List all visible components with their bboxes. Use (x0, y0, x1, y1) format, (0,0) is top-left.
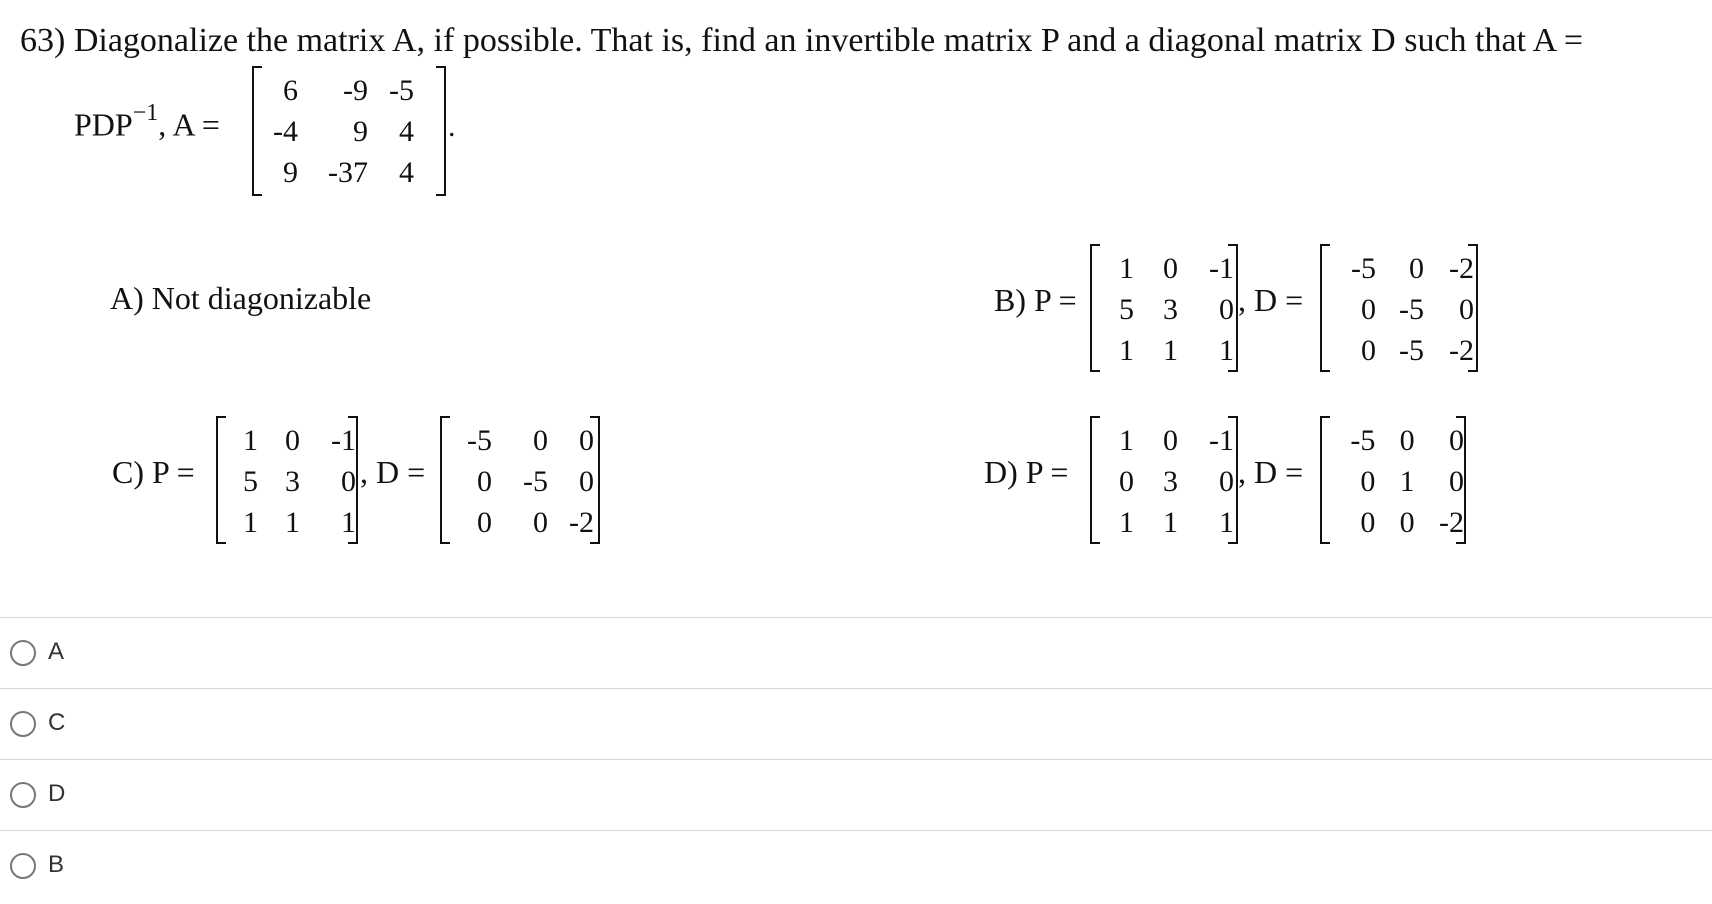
matrix-cell: 9 (353, 115, 368, 148)
matrix-cell: 0 (1409, 252, 1424, 285)
choice-row-b[interactable] (0, 831, 1712, 901)
matrix-cell: -5 (389, 74, 414, 107)
choice-row-c[interactable] (0, 689, 1712, 759)
matrix-row (1328, 289, 1474, 330)
matrix-cell: 5 (243, 465, 258, 498)
matrix-cell: 0 (1361, 334, 1376, 367)
matrix-cell: -1 (331, 424, 356, 457)
matrix-cell: 0 (1219, 465, 1234, 498)
option-b-matrix-p (1090, 244, 1238, 372)
matrix-cell: 1 (1219, 506, 1234, 539)
matrix-cell: -9 (343, 74, 368, 107)
matrix-cell: 0 (579, 465, 594, 498)
matrix-cell: 0 (477, 506, 492, 539)
matrix-cell: 3 (285, 465, 300, 498)
matrix-cell: 1 (1119, 252, 1134, 285)
matrix-cell: 1 (1119, 424, 1134, 457)
radio-button-b[interactable] (10, 853, 36, 879)
matrix-a-period: . (448, 110, 456, 143)
choice-row-d[interactable] (0, 760, 1712, 830)
matrix-row (224, 502, 356, 543)
matrix-grid (224, 420, 356, 543)
choice-label-b: B (48, 851, 65, 878)
option-d-p-label: D) P = (984, 454, 1069, 490)
matrix-cell: -2 (1449, 252, 1474, 285)
matrix-cell: 0 (1459, 293, 1474, 326)
question-text: 63) Diagonalize the matrix A, if possible. That is, find an invertible matrix P and a diagonal matrix D such that A = (20, 22, 1584, 59)
matrix-cell: -5 (1399, 334, 1424, 367)
matrix-cell: 0 (1360, 465, 1376, 498)
matrix-cell: -2 (1449, 334, 1474, 367)
option-b-d-label: , D = (1238, 282, 1304, 318)
matrix-cell: -5 (1399, 293, 1424, 326)
matrix-cell: -1 (1209, 424, 1234, 457)
matrix-row (448, 461, 594, 502)
matrix-cell: 0 (1449, 424, 1464, 457)
matrix-cell: 1 (1219, 334, 1234, 367)
matrix-cell: 1 (243, 506, 258, 539)
choice-label-c: C (48, 709, 66, 736)
matrix-cell: 0 (1399, 424, 1415, 457)
matrix-row (1328, 330, 1474, 371)
matrix-cell: 0 (1119, 465, 1134, 498)
option-d-d-label: , D = (1238, 454, 1304, 490)
matrix-cell: -5 (1351, 252, 1376, 285)
matrix-cell: 0 (285, 424, 300, 457)
choice-row-a[interactable] (0, 618, 1712, 688)
matrix-row (1098, 420, 1234, 461)
matrix-row (1098, 461, 1234, 502)
matrix-cell: 0 (1163, 252, 1178, 285)
option-d-matrix-d (1320, 416, 1466, 544)
matrix-cell: 1 (1163, 506, 1178, 539)
matrix-row (224, 420, 356, 461)
matrix-row (260, 111, 414, 152)
matrix-row (224, 461, 356, 502)
matrix-cell: 0 (1219, 293, 1234, 326)
pdp-formula (74, 100, 220, 144)
matrix-cell: -2 (1439, 506, 1464, 539)
matrix-grid (1328, 420, 1464, 543)
option-c-p-label: C) P = (112, 454, 195, 490)
choice-label-d: D (48, 780, 66, 807)
matrix-cell: 9 (283, 156, 298, 189)
matrix-row (1098, 289, 1234, 330)
matrix-row (448, 502, 594, 543)
matrix-grid (1098, 420, 1234, 543)
matrix-cell: 0 (1449, 465, 1464, 498)
matrix-cell: 4 (399, 156, 414, 189)
matrix-cell: 6 (283, 74, 298, 107)
matrix-row (448, 420, 594, 461)
matrix-cell: 0 (1399, 506, 1415, 539)
option-d-matrix-p (1090, 416, 1238, 544)
choice-label-a: A (48, 638, 65, 665)
matrix-cell: 1 (1399, 465, 1415, 498)
matrix-cell: 0 (341, 465, 356, 498)
matrix-cell: -5 (1350, 424, 1376, 457)
matrix-row (1328, 502, 1464, 543)
matrix-cell: 1 (1119, 506, 1134, 539)
matrix-cell: -5 (467, 424, 492, 457)
matrix-cell: 1 (285, 506, 300, 539)
matrix-row (1098, 248, 1234, 289)
matrix-cell: 0 (579, 424, 594, 457)
matrix-cell: -4 (273, 115, 298, 148)
matrix-cell: 3 (1163, 293, 1178, 326)
matrix-cell: 1 (1163, 334, 1178, 367)
matrix-cell: 1 (1119, 334, 1134, 367)
matrix-cell: 3 (1163, 465, 1178, 498)
matrix-cell: 1 (341, 506, 356, 539)
pdp-prefix: PDP (74, 106, 133, 143)
matrix-grid (260, 70, 414, 193)
matrix-cell: -5 (523, 465, 548, 498)
radio-button-d[interactable] (10, 782, 36, 808)
matrix-cell: 0 (477, 465, 492, 498)
matrix-cell: -2 (569, 506, 594, 539)
matrix-row (1328, 420, 1464, 461)
option-b-matrix-d (1320, 244, 1478, 372)
pdp-suffix: , A = (158, 106, 220, 143)
matrix-cell: 0 (1361, 293, 1376, 326)
matrix-cell: 0 (1360, 506, 1376, 539)
radio-button-a[interactable] (10, 640, 36, 666)
radio-button-c[interactable] (10, 711, 36, 737)
matrix-cell: 0 (533, 506, 548, 539)
option-c-matrix-d (440, 416, 600, 544)
matrix-row (260, 152, 414, 193)
option-c-d-label: , D = (360, 454, 426, 490)
matrix-cell: 4 (399, 115, 414, 148)
matrix-a (252, 66, 446, 196)
matrix-cell: 5 (1119, 293, 1134, 326)
matrix-row (1098, 502, 1234, 543)
matrix-grid (448, 420, 594, 543)
pdp-exponent: −1 (132, 100, 159, 126)
matrix-row (1098, 330, 1234, 371)
matrix-cell: -1 (1209, 252, 1234, 285)
matrix-row (1328, 461, 1464, 502)
matrix-row (260, 70, 414, 111)
matrix-cell: 1 (243, 424, 258, 457)
matrix-cell: 0 (1163, 424, 1178, 457)
matrix-cell: 0 (533, 424, 548, 457)
option-c-matrix-p (216, 416, 358, 544)
matrix-cell: -37 (328, 156, 368, 189)
option-a-text: A) Not diagonizable (110, 280, 372, 316)
matrix-grid (1328, 248, 1474, 371)
matrix-row (1328, 248, 1474, 289)
option-b-p-label: B) P = (994, 282, 1077, 318)
matrix-grid (1098, 248, 1234, 371)
